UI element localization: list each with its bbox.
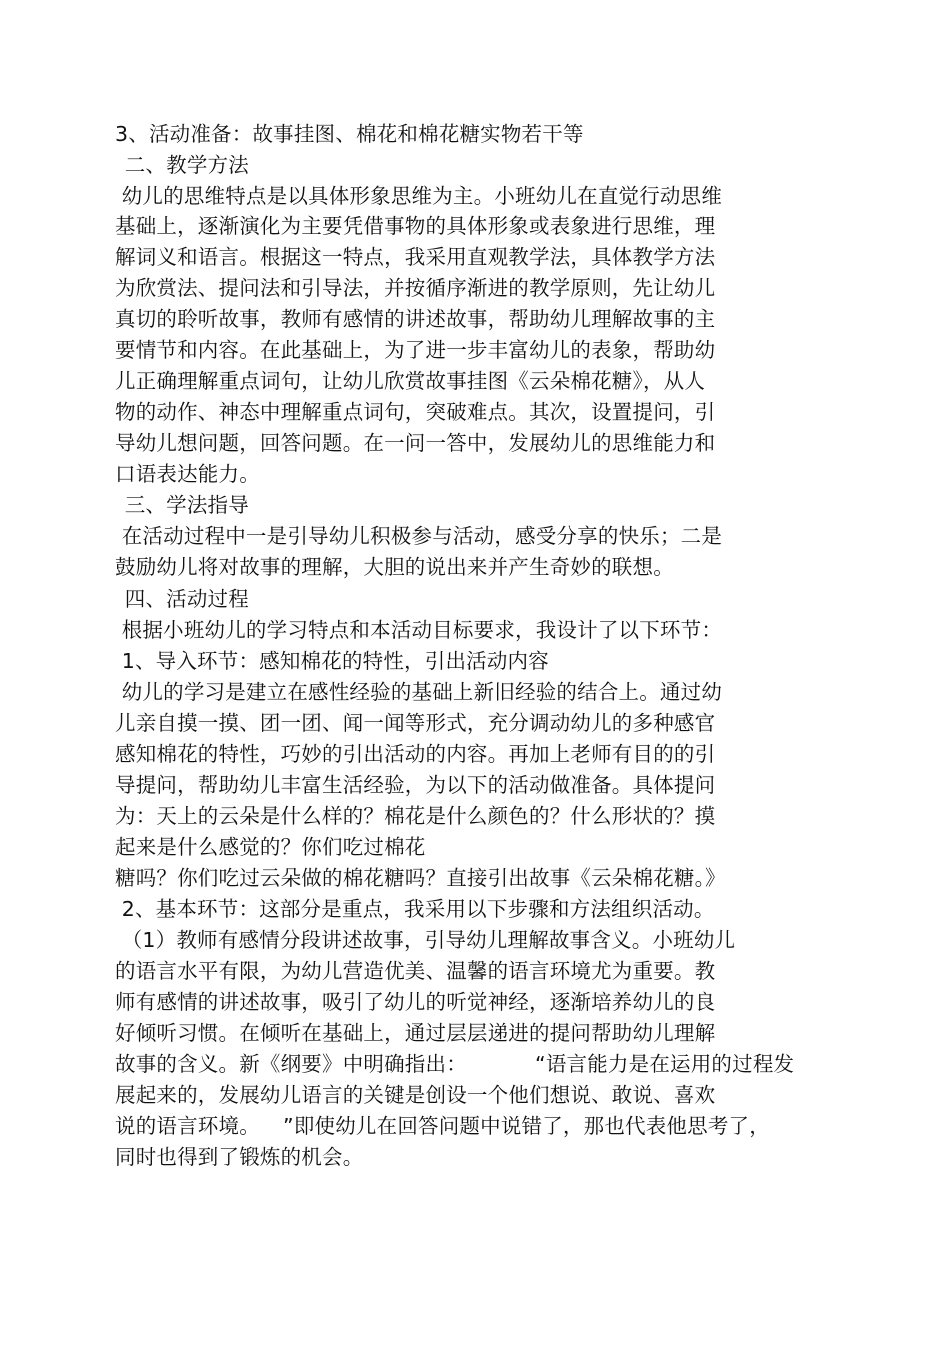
text-line: 口语表达能力。 xyxy=(115,462,260,486)
text-line: ”即使幼儿在回答问题中说错了，那也代表他思考了， xyxy=(283,1114,770,1138)
text-line: 真切的聆听故事，教师有感情的讲述故事，帮助幼儿理解故事的主 xyxy=(115,307,716,331)
section-heading: 三、学法指导 xyxy=(118,493,249,517)
text-line: 师有感情的讲述故事，吸引了幼儿的听觉神经，逐渐培养幼儿的良 xyxy=(115,990,716,1014)
text-line: 儿亲自摸一摸、团一团、闻一闻等形式，充分调动幼儿的多种感官 xyxy=(115,711,716,735)
text-line: 在活动过程中一是引导幼儿积极参与活动，感受分享的快乐；二是 xyxy=(115,524,723,548)
text-line: 基础上，逐渐演化为主要凭借事物的具体形象或表象进行思维，理 xyxy=(115,214,716,238)
section-heading: 二、教学方法 xyxy=(118,153,249,177)
text-line: 幼儿的学习是建立在感性经验的基础上新旧经验的结合上。通过幼 xyxy=(115,680,723,704)
text-line: 同时也得到了锻炼的机会。 xyxy=(115,1145,364,1169)
text-line: 幼儿的思维特点是以具体形象思维为主。小班幼儿在直觉行动思维 xyxy=(115,184,723,208)
text-line: 故事的含义。新《纲要》中明确指出： xyxy=(115,1052,467,1076)
quote-text: “语言能力是在运用的过程发 xyxy=(535,1052,795,1076)
text-line: 好倾听习惯。在倾听在基础上，通过层层递进的提问帮助幼儿理解 xyxy=(115,1021,716,1045)
text-line: 3、活动准备：故事挂图、棉花和棉花糖实物若干等 xyxy=(115,122,584,146)
text-line: 糖吗？你们吃过云朵做的棉花糖吗？直接引出故事《云朵棉花糖。》 xyxy=(115,866,726,890)
text-line: 为：天上的云朵是什么样的？棉花是什么颜色的？什么形状的？摸 xyxy=(115,804,716,828)
text-line: 解词义和语言。根据这一特点，我采用直观教学法，具体教学方法 xyxy=(115,245,716,269)
text-line: 展起来的，发展幼儿语言的关键是创设一个他们想说、敢说、喜欢 xyxy=(115,1083,716,1107)
text-line: 根据小班幼儿的学习特点和本活动目标要求，我设计了以下环节： xyxy=(115,618,723,642)
text-line: 儿正确理解重点词句，让幼儿欣赏故事挂图《云朵棉花糖》，从人 xyxy=(115,369,706,393)
text-line: 要情节和内容。在此基础上，为了进一步丰富幼儿的表象，帮助幼 xyxy=(115,338,716,362)
text-line: 为欣赏法、提问法和引导法，并按循序渐进的教学原则，先让幼儿 xyxy=(115,276,716,300)
text-line: （1）教师有感情分段讲述故事，引导幼儿理解故事含义。小班幼儿 xyxy=(115,928,736,952)
text-line: 起来是什么感觉的？你们吃过棉花 xyxy=(115,835,426,859)
text-line: 的语言水平有限，为幼儿营造优美、温馨的语言环境尤为重要。教 xyxy=(115,959,716,983)
text-line: 导提问，帮助幼儿丰富生活经验，为以下的活动做准备。具体提问 xyxy=(115,773,716,797)
text-line: 说的语言环境。 xyxy=(115,1114,260,1138)
subsection-heading: 2、基本环节：这部分是重点，我采用以下步骤和方法组织活动。 xyxy=(115,897,715,921)
text-line: 导幼儿想问题，回答问题。在一问一答中，发展幼儿的思维能力和 xyxy=(115,431,716,455)
text-line: 物的动作、神态中理解重点词句，突破难点。其次，设置提问，引 xyxy=(115,400,716,424)
section-heading: 四、活动过程 xyxy=(118,587,249,611)
text-line: 鼓励幼儿将对故事的理解，大胆的说出来并产生奇妙的联想。 xyxy=(115,555,674,579)
text-line: 感知棉花的特性，巧妙的引出活动的内容。再加上老师有目的的引 xyxy=(115,742,716,766)
subsection-heading: 1、导入环节：感知棉花的特性，引出活动内容 xyxy=(115,649,549,673)
